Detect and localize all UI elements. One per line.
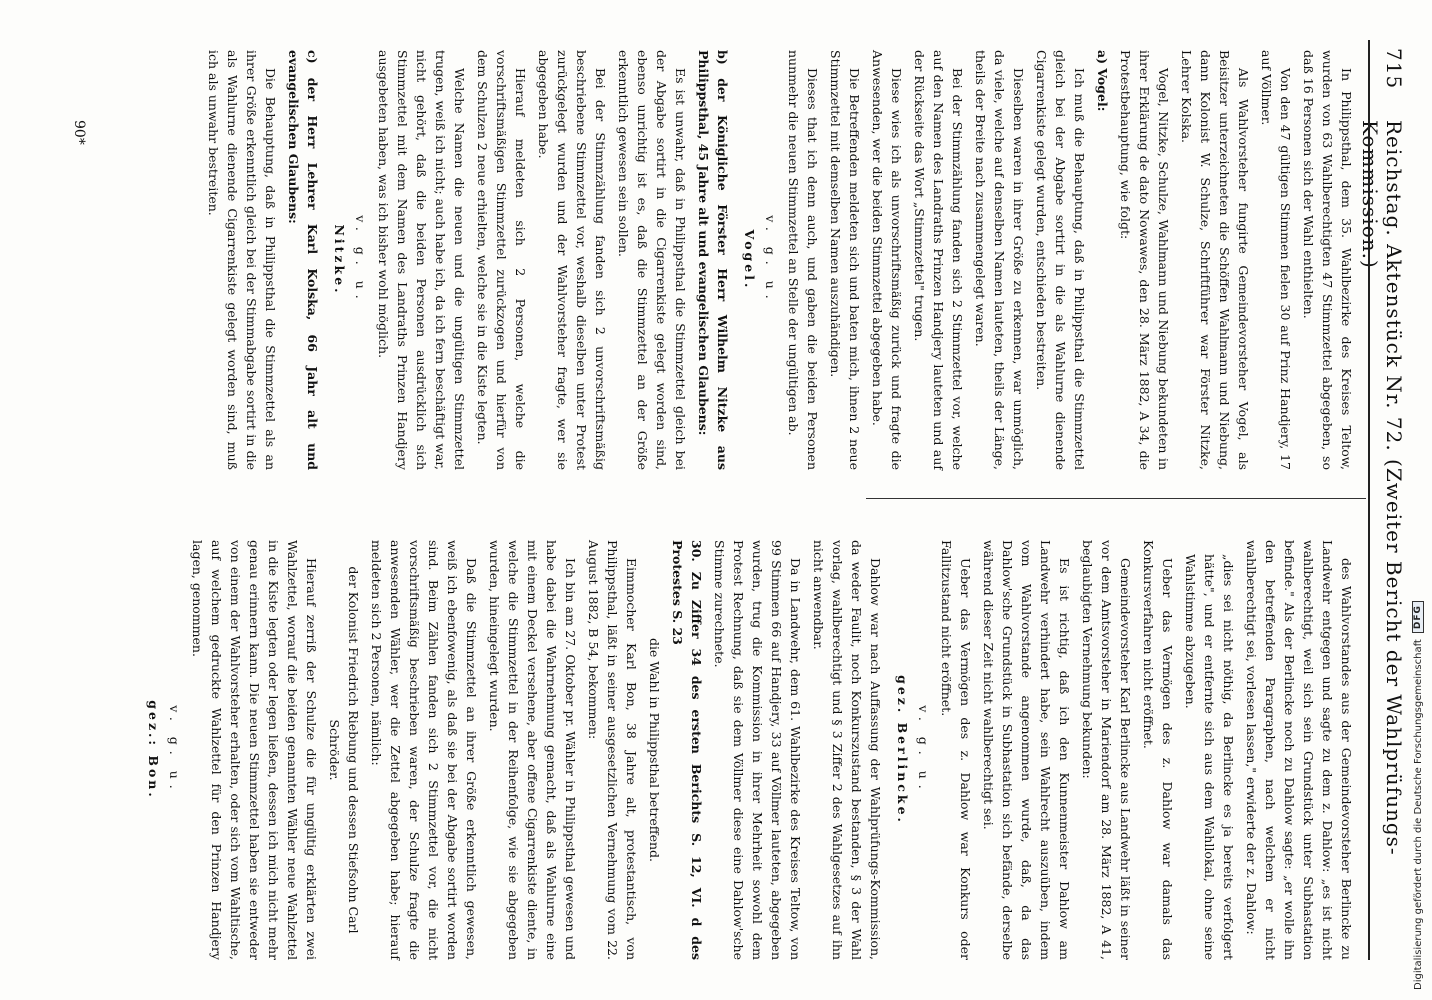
right-column-paragraph: Hierauf zerriß der Schulze die für ungültig erklärten zwei Wahlzettel, worauf die beiden genannten Wähler neue Wahlzettel in die Kiste legten oder legen ließen, dessen ich mich nicht mehr genau erinnern kann. Die neuen Stimmzettel haben sie entweder von einem der Wahlvorsteher erhalten, oder sich vom Wahltische, auf welchem gedruckte Wahlzettel für den Prinzen Handjery lagen, genommen. bbox=[190, 540, 319, 960]
header-rule bbox=[1368, 40, 1370, 960]
left-column-sign: v. g. u. bbox=[763, 215, 778, 305]
dfg-logo: DFG bbox=[1412, 601, 1424, 633]
left-column-paragraph: Dieselben waren in ihrer Größe zu erkennen, war unmöglich, da viele, welche auf denselben Namen lauteten, theils der Länge, theils der Breite nach zusammengelegt waren. bbox=[973, 50, 1026, 470]
left-column-signer: Vogel. bbox=[742, 229, 757, 291]
left-column-sub: a) Vogel: bbox=[1095, 50, 1110, 112]
left-column-paragraph: Diese wies ich als unvorschriftsmäßig zurück und fragte die Anwesenden, wer die beiden Stimmzettel abgegeben habe. bbox=[870, 50, 904, 470]
page-header bbox=[1358, 40, 1412, 960]
right-column-paragraph: Gemeindevorsteher Karl Berlincke aus Landwehr läßt in seiner vor dem Amtsvorsteher in Mariendorf am 28. März 1882, A 41, beglaubigten Vernehmung bekunden: bbox=[1080, 540, 1133, 961]
left-column-paragraph: Als Wahlvorsteher fungirte Gemeindevorsteher Vogel, als Beisitzer unterzeichneten die Schöffen Wahlmann und Niebung, dann Kolonist W. Schulze, Schriftführer war Förster Nitzke, Lehrer Kolska. bbox=[1179, 50, 1251, 470]
column-divider bbox=[866, 498, 1366, 499]
right-column-signer: gez.: Bon. bbox=[146, 700, 161, 800]
left-column-paragraph: Bei der Stimmzählung fanden sich 2 Stimmzettel vor, welche auf den Namen des Landraths Prinzen Handjery lauteten und auf der Rückseite das Wort „Stimmzettel" trugen. bbox=[912, 50, 965, 470]
credit-text: Digitalisierung gefördert durch die Deutsche Forschungsgemeinschaft bbox=[1412, 639, 1424, 990]
right-column-paragraph: Ueber das Vermögen des z. Dahlow war Konkurs oder Fallitzustand nicht eröffnet. bbox=[939, 540, 973, 960]
left-column-paragraph: Ich muß die Behauptung, daß in Philippsthal die Stimmzettel gleich bei der Abgabe sortirt in die als Wahlurne dienende Cigarrenkiste gelegt wurden, entschieden bestreiten. bbox=[1034, 50, 1087, 470]
right-column-paragraph: Da in Landwehr, dem 61. Wahlbezirke des Kreises Teltow, von 99 Stimmen 66 auf Handjery, 33 auf Völlmer lauteten, abgegeben wurden, trug die Kommission in ihrer Mehrheit sowohl dem Protest Rechnung, daß sie dem Völlmer diese eine Dahlow'sche Stimme zurechnete. bbox=[712, 540, 803, 960]
digitization-credit bbox=[1412, 601, 1424, 990]
left-column-paragraph: Die Betreffenden meldeten sich und baten mich, ihnen 2 neue Stimmzettel mit demselben Namen auszuhändigen. bbox=[828, 50, 862, 470]
page-number: 715 bbox=[1382, 48, 1406, 90]
left-column-paragraph: Welche Namen die neuen und die ungültigen Stimmzettel trugen, weiß ich nicht; auch habe ich, da ich fern beschäftigt war, nicht gehört, daß die beiden Personen ausdrücklich sich Stimmzettel mit dem Namen des Landraths Prinzen Handjery ausgebeten haben, was ich bisher wohl möglich. bbox=[376, 50, 467, 470]
right-column-paragraph: Dahlow war nach Auffassung der Wahlprüfungs-Kommission, da weder Faulit, noch Konkurszustand bestanden, § 3 der Wahl vorlag, wahlberechtigt und § 3 Ziffer 2 des Wahlgesetzes auf ihn nicht anwendbar. bbox=[811, 540, 883, 960]
left-column-signer: Nitzke. bbox=[332, 224, 347, 296]
right-column-paragraph: Es ist richtig, daß ich den Kunnenmeister Dahlow am Landwehr verhindert habe, sein Wahlrecht auszuüben, indem vom Wahlvorstande angenommen wurde, daß, da das Dahlow'sche Grundstück in Subhastation sich befände, derselbe während dieser Zeit nicht wahlberechtigt sei. bbox=[981, 540, 1072, 960]
left-column-sub: b) der Königliche Förster Herr Wilhelm Nitzke aus Philippsthal, 45 Jahre alt und evangelischen Glaubens: bbox=[696, 50, 730, 470]
left-column-paragraph: Bei der Stimmzählung fanden sich 2 unvorschriftsmäßig beschriebene Stimmzettel vor, weshalb dieselben unter Protest zurückgelegt wurden und der Wahlvorsteher fragte, wer sie abgegeben habe. bbox=[536, 50, 608, 470]
left-column-sign: v. g. u. bbox=[353, 215, 368, 305]
right-column-center: der Kolonist Friedrich Riebung und dessen Stiefsohn Carl Schröder. bbox=[327, 566, 361, 934]
right-column-paragraph: Ich bin am 27. Oktober pr. Wähler in Philippsthal gewesen und habe dabei die Wahrnehmung gemacht, daß als Wahlurne eine mit einem Deckel versehene, aber offene Cigarrenkiste diente, in welche die Stimmzettel in der Reihenfolge, wie sie abgegeben wurden, hineingelegt wurden. bbox=[487, 540, 578, 960]
right-column-center: die Wahl in Philippsthal betreffend. bbox=[647, 637, 662, 863]
left-column-paragraph: In Philippsthal, dem 35. Wahlbezirke des Kreises Teltow, wurden von 63 Wahlberechtigten 47 Stimmzettel abgegeben, so daß 16 Personen sich der Wahl enthielten. bbox=[1301, 50, 1354, 470]
right-column bbox=[136, 540, 1356, 960]
left-column-paragraph: Vogel, Nitzke, Schulze, Wahlmann und Niebung bekundeten in ihrer Erklärung de dato Nowawes, den 28. März 1882, A 34, die Protestbehauptung, wie folgt: bbox=[1118, 50, 1171, 470]
right-column-paragraph: Eimmocher Karl Bon, 38 Jahre alt, protestantisch, von Philippsthal, läßt in seiner ausgesetzlichen Vernehmung vom 22. August 1882, B 54, bekommen: bbox=[586, 540, 639, 960]
right-column-heading: 30. Zu Ziffer 34 des ersten Berichts S. 12, VI. d des Protestes S. 23 bbox=[670, 540, 704, 960]
left-column bbox=[200, 50, 1356, 470]
left-column-paragraph: Von den 47 gültigen Stimmen fielen 30 auf Prinz Handjery, 17 auf Völlmer. bbox=[1259, 50, 1293, 470]
footer-mark: 90* bbox=[71, 120, 87, 145]
left-column-sub: c) der Herr Lehrer Karl Kolska, 66 Jahr alt und evangelischen Glaubens: bbox=[286, 50, 320, 470]
right-column-signer: gez. Berlincke. bbox=[895, 675, 910, 825]
right-column-sign: v. g. u. bbox=[916, 705, 931, 795]
right-column-paragraph: Daß die Stimmzettel an ihrer Größe erkenntlich gewesen, weiß ich ebenfowenig, als daß sie bei der Abgabe sortirt worden sind. Beim Zählen fanden sich 2 Stimmzettel vor, die nicht vorschriftsmäßig beschrieben waren, der Schulze fragte die anwesenden Wähler, wer die Zettel abgegeben habe; hierauf meldeten sich 2 Personen, nämlich: bbox=[369, 540, 479, 960]
left-column-paragraph: Hierauf meldeten sich 2 Personen, welche die vorschriftsmäßigen Stimmzettel zurückzogen und hierfür von dem Schulzen 2 neue erhielten, welche sie in die Kiste legten. bbox=[475, 50, 528, 470]
page-title: Reichstag. Aktenstück Nr. 72. (Zweiter Bericht der Wahlprüfungs-Kommission.) bbox=[1358, 120, 1406, 856]
right-column-quote: „dies sei nicht nöthig, da Berlincke es ja bereits verfolgert hätte", und er entfernte sich aus dem Wahllokal, ohne seine Wahlstimme abzugeben. bbox=[1183, 554, 1236, 960]
left-column-paragraph: Es ist unwahr, daß in Philippsthal die Stimmzettel gleich bei der Abgabe sortirt in die Cigarrenkiste gelegt worden sind, ebenso unrichtig ist es, daß die Stimmzettel an der Größe erkenntlich gewesen sein sollen. bbox=[616, 50, 688, 470]
left-column-paragraph: Dieses that ich denn auch, und gaben die beiden Personen nunmehr die neuen Stimmzettel an Stelle der ungültigen ab. bbox=[786, 50, 820, 470]
right-column-sign: v. g. u. bbox=[167, 705, 182, 795]
left-column-paragraph: Die Behauptung, daß in Philippsthal die Stimmzettel als an ihrer Größe erkenntlich gleich bei der Stimmabgabe sortirt in die als Wahlurne dienende Cigarrenkiste gelegt worden sind, muß ich als unwahr bestreiten. bbox=[206, 50, 278, 470]
right-column-paragraph: Ueber das Vermögen des z. Dahlow war damals das Konkursverfahren nicht eröffnet. bbox=[1141, 540, 1175, 960]
right-column-paragraph: des Wahlvorstandes aus der Gemeindevorsteher Berlincke zu Landwehr entgegen und sagte zu dem z. Dahlow: „es ist nicht wahlberechtigt, weil sich sein Grundstück unter Subhastation befinde." Als der Berlincke noch zu Dahlow sagte: „er wolle ihn den betreffenden Paragraphen, nach welchem er nicht wahlberechtigt sei, vorlesen lassen," erwiderte der z. Dahlow: bbox=[1244, 540, 1354, 960]
